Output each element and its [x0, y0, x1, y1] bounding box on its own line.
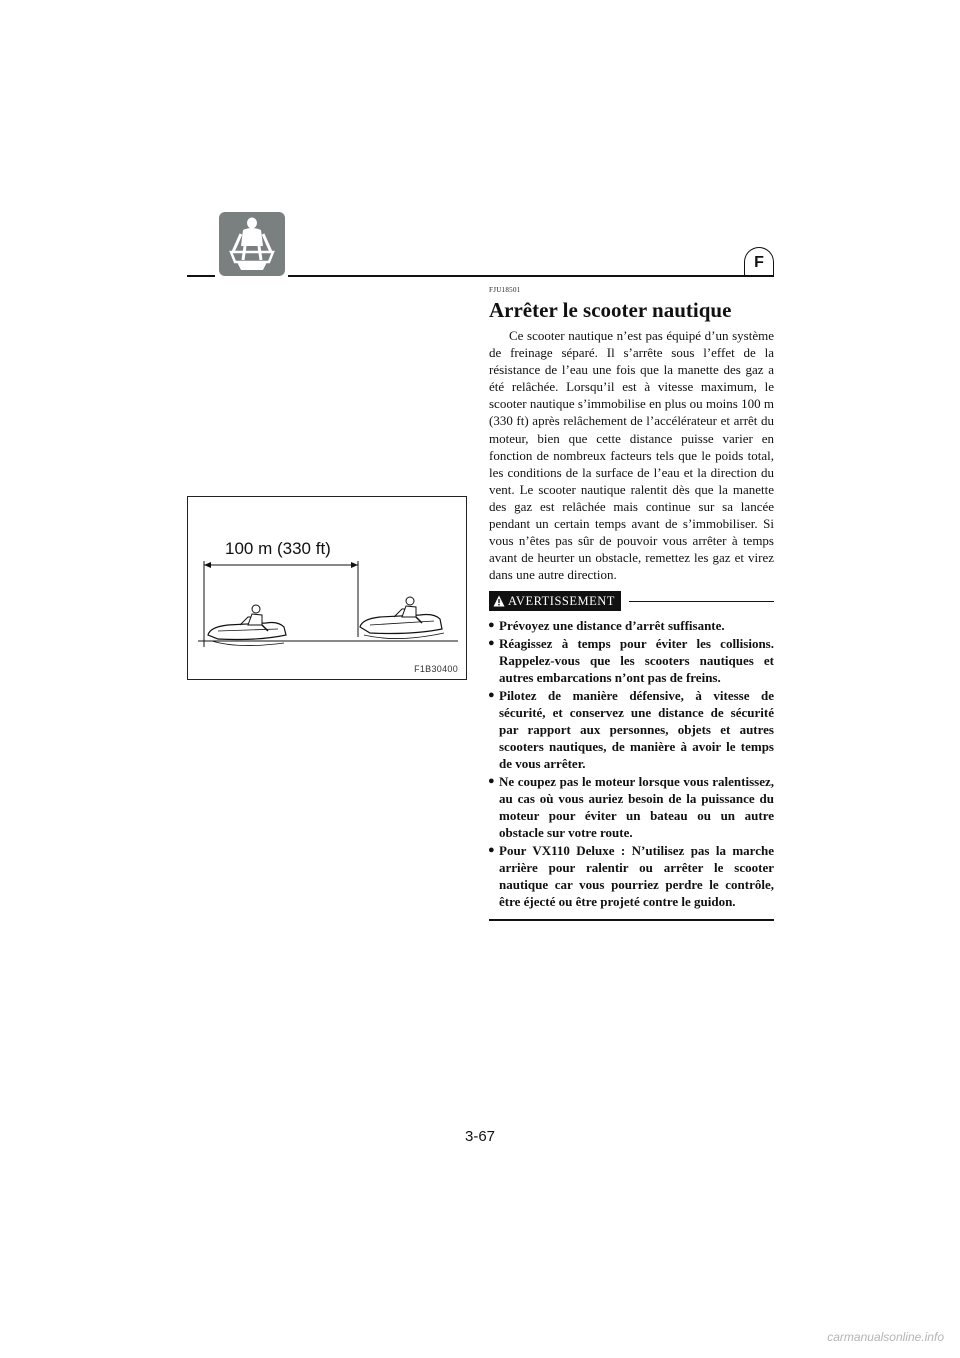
- warning-label: [489, 591, 621, 611]
- watermark: carmanualsonline.info: [827, 1330, 944, 1344]
- main-content: [489, 286, 774, 921]
- language-badge: F: [744, 247, 774, 277]
- list-item: ● Réagissez à temps pour éviter les collisions. Rappelez-vous que les scooters nautiques et autres embarcations n’ont pas de freins.: [488, 636, 774, 686]
- doc-code: FJU18501: [489, 286, 521, 294]
- watercraft-rider-icon: [219, 212, 285, 276]
- list-item: ● Pilotez de manière défensive, à vitesse de sécurité, et conservez une distance de sécurité par rapport aux personnes, objets et autres scooters nautiques, de manière à avoir le temps de vous arrêter.: [488, 687, 774, 772]
- page-number: 3-67: [464, 1128, 496, 1145]
- figure-code: F1B30400: [414, 664, 458, 674]
- warning-triangle-icon: [493, 595, 505, 607]
- warning-rule: [629, 601, 774, 603]
- warning-header: [489, 591, 774, 611]
- section-title: Arrêter le scooter nautique: [489, 298, 732, 322]
- list-item: ● Pour VX110 Deluxe : N’utilisez pas la marche arrière pour ralentir ou arrêter le scooter nautique car vous pourriez perdre le contrôle, être éjecté ou être projeté contre le guidon.: [488, 842, 774, 909]
- warning-end-rule: [489, 919, 774, 921]
- watercraft-illustration: [188, 497, 468, 681]
- warning-list: [489, 617, 774, 910]
- header-rule: [187, 275, 215, 277]
- header-rule: [288, 275, 774, 277]
- distance-label: 100 m (330 ft): [225, 539, 331, 558]
- stopping-distance-figure: [187, 496, 467, 680]
- list-item: ● Ne coupez pas le moteur lorsque vous ralentissez, au cas où vous auriez besoin de la puissance du moteur pour éviter un bateau ou un autre obstacle sur votre route.: [488, 773, 774, 841]
- list-item: ● Prévoyez une distance d’arrêt suffisante.: [488, 618, 725, 634]
- body-paragraph: Ce scooter nautique n’est pas équipé d’un système de freinage séparé. Il s’arrête sous l’effet de la résistance de l’eau une fois que la manette des gaz a été relâchée. Lorsqu’il est à vitesse maximum, le scooter nautique s’immobilise en plus ou moins 100 m (330 ft) après relâchement de l’accélérateur et arrêt du moteur, bien que cette distance puisse varier en fonction de nombreux facteurs tels que le poids total, les conditions de la surface de l’eau et la direction du vent. Le scooter nautique ralentit dès que la manette des gaz est relâchée mais continue sur sa lancée pendant un certain temps avant de s’immobiliser. Si vous n’êtes pas sûr de pouvoir vous arrêter à temps avant de heurter un obstacle, remettez les gaz et virez dans une autre direction.: [489, 328, 774, 583]
- warning-label-text: AVERTISSEMENT: [508, 593, 615, 608]
